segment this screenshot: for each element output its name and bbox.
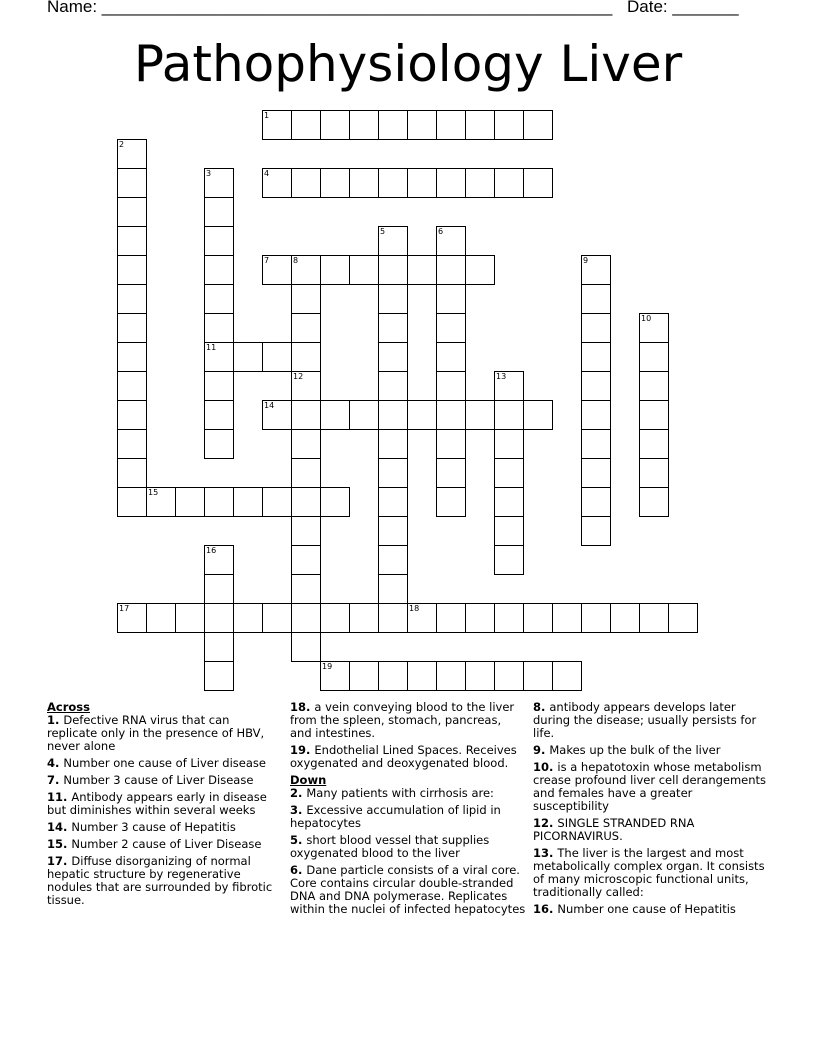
clue-section-heading: Across (47, 700, 90, 714)
clue-text: Makes up the bulk of the liver (549, 743, 721, 757)
clue-text: Antibody appears early in disease but diminishes within several weeks (47, 790, 267, 817)
grid-cell[interactable] (378, 313, 408, 343)
grid-cell[interactable] (117, 255, 147, 285)
grid-cell[interactable] (668, 603, 698, 633)
clue-item (533, 761, 769, 813)
grid-cell[interactable] (291, 516, 321, 546)
grid-cell[interactable] (291, 545, 321, 575)
grid-cell[interactable] (378, 168, 408, 198)
grid-cell[interactable] (146, 603, 176, 633)
grid-cell[interactable] (320, 661, 350, 691)
grid-cell[interactable] (436, 429, 466, 459)
cell-number: 3 (206, 169, 212, 178)
grid-cell[interactable] (291, 400, 321, 430)
grid-cell[interactable] (204, 255, 234, 285)
grid-cell[interactable] (494, 371, 524, 401)
grid-cell[interactable] (436, 168, 466, 198)
clue-item (533, 847, 769, 899)
grid-cell[interactable] (204, 487, 234, 517)
grid-cell[interactable] (378, 110, 408, 140)
cell-number: 9 (583, 256, 589, 265)
grid-cell[interactable] (291, 313, 321, 343)
grid-cell[interactable] (436, 226, 466, 256)
clue-text: Excessive accumulation of lipid in hepatocytes (290, 803, 501, 830)
cell-number: 5 (380, 227, 386, 236)
cell-number: 7 (264, 256, 270, 265)
grid-cell[interactable] (639, 429, 669, 459)
grid-cell[interactable] (494, 516, 524, 546)
grid-cell[interactable] (117, 168, 147, 198)
grid-cell[interactable] (378, 371, 408, 401)
clue-column-2 (290, 701, 526, 920)
grid-cell[interactable] (262, 400, 292, 430)
clue-number: 2. (290, 786, 307, 800)
grid-cell[interactable] (407, 255, 437, 285)
grid-cell[interactable] (581, 342, 611, 372)
grid-cell[interactable] (204, 226, 234, 256)
grid-cell[interactable] (204, 371, 234, 401)
grid-cell[interactable] (378, 545, 408, 575)
grid-cell[interactable] (175, 603, 205, 633)
clue-text: The liver is the largest and most metabolically complex organ. It consists of many microscopic functional units, traditionally called: (533, 846, 765, 899)
grid-cell[interactable] (465, 255, 495, 285)
grid-cell[interactable] (639, 371, 669, 401)
grid-cell[interactable] (523, 110, 553, 140)
grid-cell[interactable] (581, 603, 611, 633)
clue-number: 14. (47, 820, 72, 834)
cell-number: 13 (496, 372, 507, 381)
grid-cell[interactable] (436, 110, 466, 140)
grid-cell[interactable] (436, 371, 466, 401)
grid-cell[interactable] (581, 284, 611, 314)
grid-cell[interactable] (117, 139, 147, 169)
grid-cell[interactable] (320, 400, 350, 430)
grid-cell[interactable] (291, 487, 321, 517)
grid-cell[interactable] (262, 255, 292, 285)
grid-cell[interactable] (349, 255, 379, 285)
clue-text: Defective RNA virus that can replicate only in the presence of HBV, never alone (47, 713, 265, 753)
clue-text: Diffuse disorganizing of normal hepatic structure by regenerative nodules that are surrounded by fibrotic tissue. (47, 854, 273, 907)
grid-cell[interactable] (523, 168, 553, 198)
grid-cell[interactable] (494, 400, 524, 430)
clue-number: 11. (47, 790, 72, 804)
clue-section-heading: Down (290, 773, 327, 787)
grid-cell[interactable] (378, 458, 408, 488)
grid-cell[interactable] (146, 487, 176, 517)
grid-cell[interactable] (117, 603, 147, 633)
grid-cell[interactable] (407, 168, 437, 198)
clue-number: 16. (533, 902, 558, 916)
clue-text: Number one cause of Hepatitis (557, 902, 736, 916)
grid-cell[interactable] (378, 226, 408, 256)
clue-item (533, 817, 769, 843)
grid-cell[interactable] (262, 487, 292, 517)
grid-cell[interactable] (610, 603, 640, 633)
clue-text: short blood vessel that supplies oxygenated blood to the liver (290, 833, 490, 860)
cell-number: 14 (264, 401, 275, 410)
clue-column-3 (533, 701, 769, 920)
grid-cell[interactable] (262, 168, 292, 198)
clue-number: 6. (290, 863, 307, 877)
clue-item (47, 838, 283, 851)
grid-cell[interactable] (262, 603, 292, 633)
clue-number: 18. (290, 700, 315, 714)
grid-cell[interactable] (378, 603, 408, 633)
grid-cell[interactable] (639, 400, 669, 430)
grid-cell[interactable] (407, 110, 437, 140)
grid-cell[interactable] (494, 661, 524, 691)
clue-item (533, 744, 769, 757)
grid-cell[interactable] (117, 371, 147, 401)
grid-cell[interactable] (117, 284, 147, 314)
grid-cell[interactable] (117, 226, 147, 256)
grid-cell[interactable] (117, 342, 147, 372)
clue-item (290, 834, 526, 860)
grid-cell[interactable] (233, 487, 263, 517)
cell-number: 15 (148, 488, 159, 497)
grid-cell[interactable] (378, 342, 408, 372)
grid-cell[interactable] (465, 400, 495, 430)
grid-cell[interactable] (262, 110, 292, 140)
grid-cell[interactable] (291, 168, 321, 198)
clue-number: 1. (47, 713, 64, 727)
clue-text: antibody appears develops later during the disease; usually persists for life. (533, 700, 757, 740)
grid-cell[interactable] (552, 603, 582, 633)
clue-number: 13. (533, 846, 558, 860)
clue-item (47, 821, 283, 834)
grid-cell[interactable] (204, 197, 234, 227)
grid-cell[interactable] (204, 284, 234, 314)
grid-cell[interactable] (523, 661, 553, 691)
cell-number: 6 (438, 227, 444, 236)
grid-cell[interactable] (581, 458, 611, 488)
grid-cell[interactable] (320, 110, 350, 140)
clue-number: 4. (47, 756, 64, 770)
grid-cell[interactable] (494, 545, 524, 575)
grid-cell[interactable] (639, 342, 669, 372)
grid-cell[interactable] (523, 400, 553, 430)
grid-cell[interactable] (436, 342, 466, 372)
clue-number: 9. (533, 743, 550, 757)
grid-cell[interactable] (378, 429, 408, 459)
clue-number: 7. (47, 773, 64, 787)
grid-cell[interactable] (233, 603, 263, 633)
grid-cell[interactable] (349, 110, 379, 140)
grid-cell[interactable] (291, 342, 321, 372)
clue-column-1 (47, 701, 283, 911)
cell-number: 1 (264, 111, 270, 120)
grid-cell[interactable] (494, 487, 524, 517)
grid-cell[interactable] (581, 255, 611, 285)
clue-number: 5. (290, 833, 307, 847)
grid-cell[interactable] (523, 603, 553, 633)
grid-cell[interactable] (378, 487, 408, 517)
grid-cell[interactable] (291, 284, 321, 314)
cell-number: 16 (206, 546, 217, 555)
grid-cell[interactable] (436, 284, 466, 314)
grid-cell[interactable] (581, 516, 611, 546)
clue-text: a vein conveying blood to the liver from the spleen, stomach, pancreas, and intestines. (290, 700, 515, 740)
clue-item (290, 701, 526, 740)
clue-number: 19. (290, 743, 315, 757)
grid-cell[interactable] (291, 603, 321, 633)
clue-item (290, 787, 526, 800)
grid-cell[interactable] (436, 487, 466, 517)
grid-cell[interactable] (204, 603, 234, 633)
clue-number: 12. (533, 816, 558, 830)
grid-cell[interactable] (639, 458, 669, 488)
grid-cell[interactable] (436, 661, 466, 691)
grid-cell[interactable] (320, 168, 350, 198)
grid-cell[interactable] (494, 429, 524, 459)
grid-cell[interactable] (204, 342, 234, 372)
clue-item (47, 714, 283, 753)
grid-cell[interactable] (465, 168, 495, 198)
clue-text: Number 3 cause of Hepatitis (71, 820, 236, 834)
grid-cell[interactable] (291, 255, 321, 285)
grid-cell[interactable] (204, 313, 234, 343)
grid-cell[interactable] (581, 400, 611, 430)
grid-cell[interactable] (436, 458, 466, 488)
grid-cell[interactable] (581, 429, 611, 459)
cell-number: 11 (206, 343, 217, 352)
grid-cell[interactable] (494, 110, 524, 140)
date-field-label: Date: _______ (627, 0, 739, 16)
clue-text: Dane particle consists of a viral core. Core contains circular double-stranded DNA and DNA polymerase. Replicates within the nuclei of infected hepatocytes (290, 863, 526, 916)
cell-number: 18 (409, 604, 420, 613)
grid-cell[interactable] (233, 342, 263, 372)
grid-cell[interactable] (175, 487, 205, 517)
grid-cell[interactable] (494, 458, 524, 488)
grid-cell[interactable] (320, 603, 350, 633)
grid-cell[interactable] (378, 516, 408, 546)
clue-number: 3. (290, 803, 307, 817)
grid-cell[interactable] (494, 168, 524, 198)
grid-cell[interactable] (378, 284, 408, 314)
clue-number: 17. (47, 854, 72, 868)
puzzle-title: Pathophysiology Liver (133, 35, 683, 93)
clue-item (290, 744, 526, 770)
grid-cell[interactable] (639, 313, 669, 343)
grid-cell[interactable] (117, 313, 147, 343)
grid-cell[interactable] (639, 487, 669, 517)
grid-cell[interactable] (117, 197, 147, 227)
grid-cell[interactable] (117, 429, 147, 459)
cell-number: 8 (293, 256, 299, 265)
grid-cell[interactable] (349, 400, 379, 430)
cell-number: 4 (264, 169, 270, 178)
grid-cell[interactable] (436, 400, 466, 430)
grid-cell[interactable] (407, 603, 437, 633)
clue-number: 8. (533, 700, 550, 714)
cell-number: 10 (641, 314, 652, 323)
grid-cell[interactable] (407, 661, 437, 691)
grid-cell[interactable] (436, 255, 466, 285)
clue-item (47, 791, 283, 817)
grid-cell[interactable] (349, 661, 379, 691)
clue-text: is a hepatotoxin whose metabolism crease profound liver cell derangements and females have a greater susceptibility (533, 760, 767, 813)
grid-cell[interactable] (320, 255, 350, 285)
grid-cell[interactable] (581, 371, 611, 401)
grid-cell[interactable] (378, 661, 408, 691)
grid-cell[interactable] (320, 487, 350, 517)
clue-text: SINGLE STRANDED RNA PICORNAVIRUS. (533, 816, 695, 843)
grid-cell[interactable] (204, 661, 234, 691)
grid-cell[interactable] (639, 603, 669, 633)
grid-cell[interactable] (349, 603, 379, 633)
grid-cell[interactable] (291, 458, 321, 488)
grid-cell[interactable] (494, 603, 524, 633)
grid-cell[interactable] (436, 603, 466, 633)
grid-cell[interactable] (465, 110, 495, 140)
grid-cell[interactable] (204, 429, 234, 459)
cell-number: 17 (119, 604, 130, 613)
clue-item (533, 903, 769, 916)
grid-cell[interactable] (117, 400, 147, 430)
cell-number: 19 (322, 662, 333, 671)
grid-cell[interactable] (204, 632, 234, 662)
name-field-label: Name: ______________________________________________________ (47, 0, 613, 16)
grid-cell[interactable] (378, 255, 408, 285)
clue-item (533, 701, 769, 740)
grid-cell[interactable] (204, 545, 234, 575)
grid-cell[interactable] (552, 661, 582, 691)
clue-text: Endothelial Lined Spaces. Receives oxygenated and deoxygenated blood. (290, 743, 517, 770)
grid-cell[interactable] (465, 661, 495, 691)
clue-item (290, 864, 526, 916)
grid-cell[interactable] (349, 168, 379, 198)
clue-text: Number 2 cause of Liver Disease (71, 837, 262, 851)
grid-cell[interactable] (262, 342, 292, 372)
clue-text: Number one cause of Liver disease (63, 756, 266, 770)
clue-item (47, 855, 283, 907)
grid-cell[interactable] (204, 400, 234, 430)
grid-cell[interactable] (407, 400, 437, 430)
grid-cell[interactable] (436, 313, 466, 343)
clue-item (47, 774, 283, 787)
cell-number: 2 (119, 140, 125, 149)
clue-item (47, 757, 283, 770)
grid-cell[interactable] (291, 632, 321, 662)
clue-item (290, 804, 526, 830)
grid-cell[interactable] (291, 110, 321, 140)
grid-cell[interactable] (117, 487, 147, 517)
grid-cell[interactable] (204, 168, 234, 198)
grid-cell[interactable] (291, 429, 321, 459)
grid-cell[interactable] (291, 371, 321, 401)
cell-number: 12 (293, 372, 304, 381)
grid-cell[interactable] (581, 313, 611, 343)
clue-number: 10. (533, 760, 558, 774)
grid-cell[interactable] (204, 574, 234, 604)
clue-number: 15. (47, 837, 72, 851)
grid-cell[interactable] (378, 400, 408, 430)
grid-cell[interactable] (117, 458, 147, 488)
grid-cell[interactable] (581, 487, 611, 517)
grid-cell[interactable] (378, 574, 408, 604)
grid-cell[interactable] (291, 574, 321, 604)
clue-text: Many patients with cirrhosis are: (306, 786, 494, 800)
clue-text: Number 3 cause of Liver Disease (63, 773, 254, 787)
grid-cell[interactable] (465, 603, 495, 633)
